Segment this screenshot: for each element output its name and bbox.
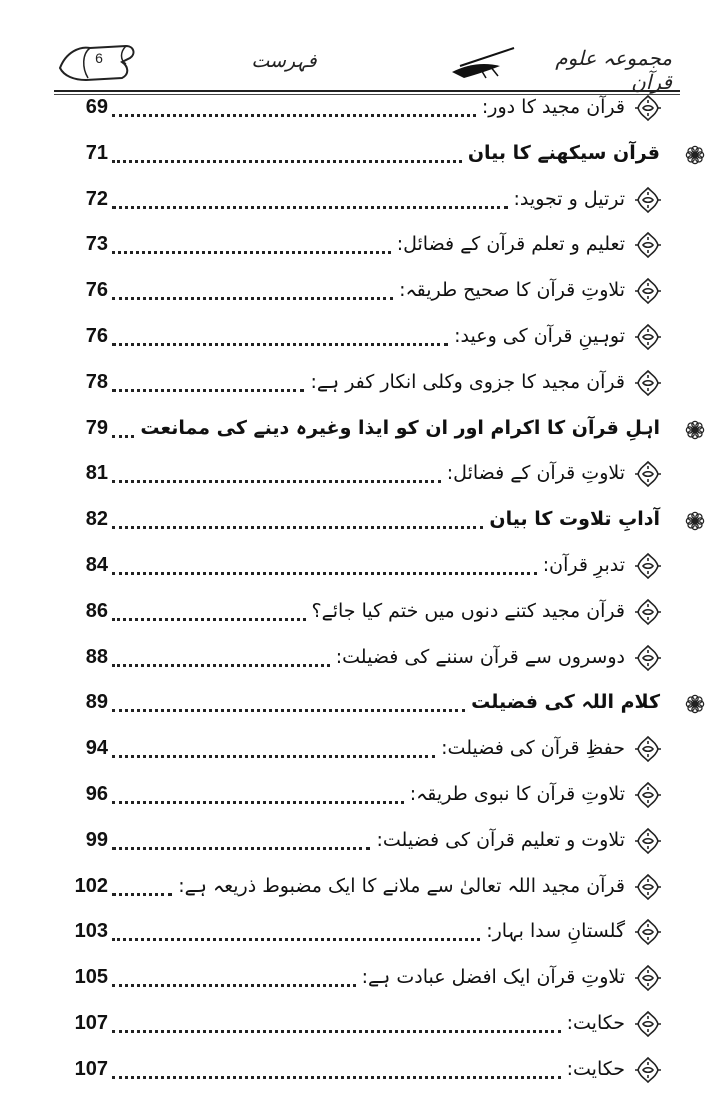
flower-bullet-icon bbox=[684, 693, 706, 715]
dot-leader bbox=[112, 480, 441, 483]
ornament-bullet-icon bbox=[634, 231, 662, 259]
toc-page-number: 107 bbox=[74, 1012, 108, 1034]
flower-bullet-icon bbox=[684, 510, 706, 532]
toc-page-number: 86 bbox=[85, 599, 108, 622]
dot-leader bbox=[112, 572, 537, 575]
page-number: 6 bbox=[95, 50, 103, 66]
toc-entry-title: حکایت: bbox=[566, 1012, 625, 1034]
toc-page-number: 105 bbox=[74, 966, 108, 989]
ornament-bullet-icon bbox=[634, 918, 662, 946]
toc-entry-title: گلستانِ سدا بہار: bbox=[486, 920, 625, 943]
flower-bullet-icon bbox=[684, 419, 706, 441]
toc-entry[interactable] bbox=[0, 594, 720, 634]
dot-leader bbox=[112, 343, 448, 346]
toc-entry-title: آدابِ تلاوت کا بیان bbox=[489, 508, 660, 531]
toc-entry[interactable] bbox=[0, 914, 720, 954]
toc-page-number: 71 bbox=[85, 141, 108, 164]
toc-page-number: 81 bbox=[85, 462, 108, 485]
toc-page-number: 99 bbox=[85, 828, 108, 851]
dot-leader bbox=[112, 847, 370, 850]
toc-entry[interactable] bbox=[0, 777, 720, 817]
toc-page-number: 89 bbox=[85, 691, 108, 714]
dot-leader bbox=[112, 938, 480, 941]
ornament-bullet-icon bbox=[634, 369, 662, 397]
dot-leader bbox=[112, 297, 393, 300]
toc-page-number: 94 bbox=[85, 737, 108, 760]
dot-leader bbox=[112, 801, 404, 804]
ornament-bullet-icon bbox=[634, 186, 662, 214]
toc-page-number: 76 bbox=[85, 279, 108, 302]
dot-leader bbox=[112, 389, 304, 392]
toc-page-number: 102 bbox=[74, 874, 108, 897]
toc-page-number: 79 bbox=[85, 416, 108, 439]
ornament-bullet-icon bbox=[634, 323, 662, 351]
toc-chapter-entry[interactable] bbox=[0, 685, 720, 725]
dot-leader bbox=[112, 251, 391, 254]
toc-page-number: 78 bbox=[85, 370, 108, 393]
dot-leader bbox=[112, 755, 435, 758]
toc-page-number: 69 bbox=[85, 96, 108, 118]
toc-entry[interactable] bbox=[0, 823, 720, 863]
ornament-bullet-icon bbox=[634, 598, 662, 626]
toc-page-number: 73 bbox=[85, 233, 108, 256]
dot-leader bbox=[112, 893, 172, 896]
dot-leader bbox=[112, 435, 134, 438]
toc-page-number: 82 bbox=[85, 508, 108, 531]
toc-entry-title: تعلیم و تعلم قرآن کے فضائل: bbox=[396, 233, 625, 256]
toc-entry-title: توہینِ قرآن کی وعید: bbox=[454, 325, 625, 347]
toc-page-number: 107 bbox=[74, 1057, 108, 1080]
book-title: مجموعہ علوم قرآن bbox=[555, 46, 672, 94]
dot-leader bbox=[112, 1076, 561, 1079]
toc-entry[interactable] bbox=[0, 960, 720, 1000]
dot-leader bbox=[112, 526, 483, 529]
ornament-bullet-icon bbox=[634, 94, 662, 122]
dot-leader bbox=[112, 1030, 561, 1033]
toc-entry[interactable] bbox=[0, 1052, 720, 1092]
toc-entry[interactable] bbox=[0, 273, 720, 313]
ornament-bullet-icon bbox=[634, 1010, 662, 1038]
ornament-bullet-icon bbox=[634, 873, 662, 901]
toc-entry[interactable] bbox=[0, 365, 720, 405]
toc-page-number: 103 bbox=[74, 920, 108, 943]
toc-entry[interactable] bbox=[0, 640, 720, 680]
toc-entry[interactable] bbox=[0, 182, 720, 222]
toc-entry-title: تلاوتِ قرآن کا صحیح طریقہ: bbox=[399, 279, 625, 302]
toc-entry-title: قرآن مجید کا جزوی وکلی انکار کفر ہے: bbox=[310, 370, 625, 393]
toc-entry-title: تلاوتِ قرآن کے فضائل: bbox=[446, 462, 625, 485]
toc-entry-title: تدبرِ قرآن: bbox=[542, 554, 625, 576]
ornament-bullet-icon bbox=[634, 644, 662, 672]
ornament-bullet-icon bbox=[634, 277, 662, 305]
dot-leader bbox=[112, 160, 462, 163]
ornament-bullet-icon bbox=[634, 964, 662, 992]
toc-chapter-entry[interactable] bbox=[0, 411, 720, 451]
flower-bullet-icon bbox=[684, 144, 706, 166]
toc-entry[interactable] bbox=[0, 90, 720, 130]
toc-entry[interactable] bbox=[0, 456, 720, 496]
ornament-bullet-icon bbox=[634, 781, 662, 809]
ornament-bullet-icon bbox=[634, 827, 662, 855]
section-title: فہرست bbox=[251, 50, 317, 72]
toc-entry[interactable] bbox=[0, 731, 720, 771]
toc-entry-title: اہلِ قرآن کا اکرام اور ان کو ایذا وغیرہ دینے کی ممانعت bbox=[140, 416, 660, 439]
toc-entry-title: تلاوتِ قرآن ایک افضل عبادت ہے: bbox=[361, 966, 625, 989]
ornament-bullet-icon bbox=[634, 735, 662, 763]
toc-chapter-entry[interactable] bbox=[0, 502, 720, 542]
toc-entry-title: دوسروں سے قرآن سننے کی فضیلت: bbox=[335, 645, 625, 668]
toc-entry[interactable] bbox=[0, 869, 720, 909]
toc-entry-title: تلاوتِ قرآن کا نبوی طریقہ: bbox=[409, 783, 625, 805]
toc-page-number: 96 bbox=[85, 783, 108, 805]
dot-leader bbox=[112, 984, 356, 987]
dot-leader bbox=[112, 618, 306, 621]
toc-page-number: 84 bbox=[85, 554, 108, 576]
toc-entry-title: کلام اللہ کی فضیلت bbox=[471, 691, 660, 714]
ornament-bullet-icon bbox=[634, 1056, 662, 1084]
toc-entry-title: قرآن مجید اللہ تعالیٰ سے ملانے کا ایک مضبوط ذریعہ ہے: bbox=[178, 874, 625, 897]
toc-entry-title: حکایت: bbox=[566, 1057, 625, 1080]
toc-entry-title: قرآن مجید کتنے دنوں میں ختم کیا جائے؟ bbox=[311, 599, 625, 622]
dot-leader bbox=[112, 114, 476, 117]
toc-entry-title: حفظِ قرآن کی فضیلت: bbox=[441, 737, 625, 760]
toc-entry[interactable] bbox=[0, 227, 720, 267]
toc-entry[interactable] bbox=[0, 548, 720, 588]
dot-leader bbox=[112, 709, 465, 712]
dot-leader bbox=[112, 206, 508, 209]
toc-chapter-entry[interactable] bbox=[0, 136, 720, 176]
toc-page-number: 88 bbox=[85, 645, 108, 668]
ornament-bullet-icon bbox=[634, 552, 662, 580]
toc-entry-title: قرآن مجید کا دور: bbox=[481, 96, 625, 118]
toc-entry-title: قرآن سیکھنے کا بیان bbox=[467, 141, 660, 164]
toc-entry-title: تلاوت و تعلیم قرآن کی فضیلت: bbox=[376, 828, 625, 851]
toc-entry[interactable] bbox=[0, 1006, 720, 1046]
toc-entry[interactable] bbox=[0, 319, 720, 359]
toc-page-number: 76 bbox=[85, 325, 108, 347]
toc-page-number: 72 bbox=[85, 187, 108, 210]
ornament-bullet-icon bbox=[634, 460, 662, 488]
dot-leader bbox=[112, 664, 330, 667]
toc-entry-title: ترتیل و تجوید: bbox=[513, 187, 625, 210]
